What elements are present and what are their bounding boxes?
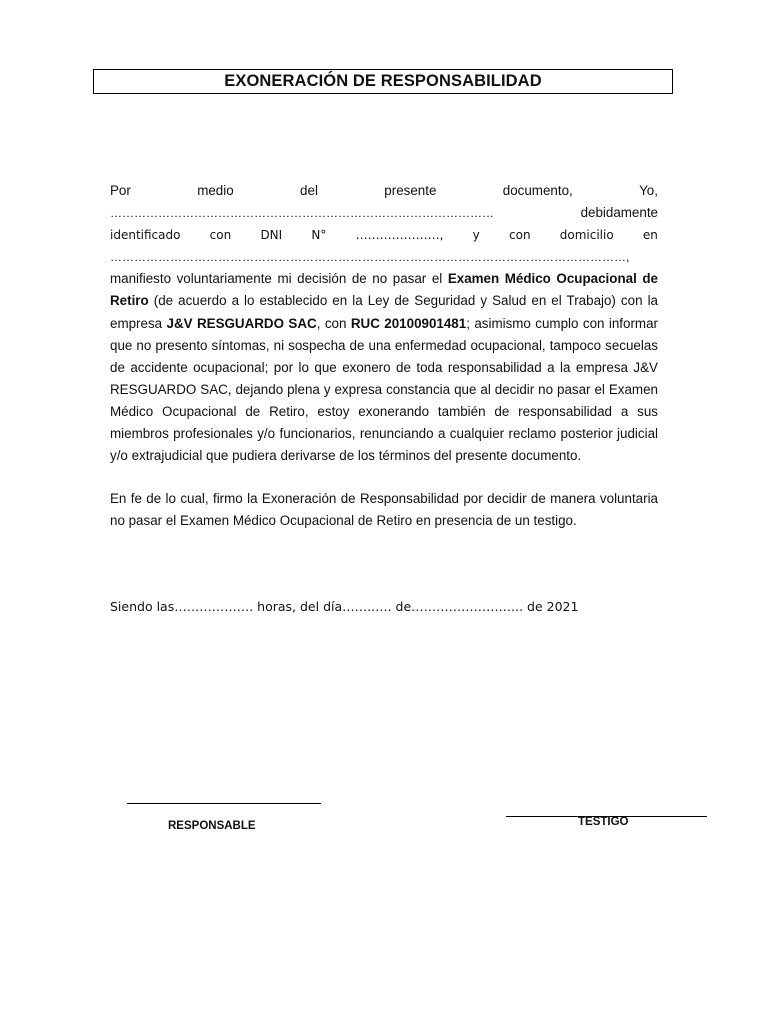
title-box [93,69,673,94]
word: con [209,228,232,243]
para-text: (de acuerdo a lo establecido en la Ley de Seguridad y Salud en el Trabajo) con la empresa [110,293,658,331]
word: con [509,228,531,243]
date-line: Siendo las………………. horas, del día……..…. de………………….….. de 2021 [110,599,579,614]
word: presente [384,183,437,198]
intro-block [110,180,658,467]
word: medio [197,183,234,198]
word: N° [311,228,327,243]
document-title: EXONERACIÓN DE RESPONSABILIDAD [224,72,542,90]
intro-line-3 [110,224,658,246]
paragraph-closing: En fe de lo cual, firmo la Exoneración de Responsabilidad por decidir de manera voluntaria no pasar el Examen Médico Ocupacional de Retiro en presencia de un testigo. [110,491,658,529]
paragraph-main [110,268,658,467]
word: debidamente [580,205,658,221]
dni-blank: …………………, [355,228,444,243]
word: DNI [260,228,283,243]
para-text: , con [316,315,351,331]
para-text: ; asimismo cumplo con informar que no presento síntomas, ni sospecha de una enfermedad ocupacional, tampoco secuelas de accidente ocupacional; por lo que exonero de toda responsabilidad a la empresa J&V RESGUARDO SAC, dejando plena y expresa constancia que al decidir no pasar el Examen Médico Ocupacional de Retiro, estoy exonerando también de responsabilidad a sus miembros profesionales y/o funcionarios, renunciando a cualquier reclamo posterior judicial y/o extrajudicial que pudiera derivarse de los términos del presente documento. [110,315,658,464]
word: en [642,228,658,243]
word: Yo, [639,183,658,198]
para-bold: RUC 20100901481 [350,315,467,331]
word: del [300,183,318,198]
responsable-label: RESPONSABLE [168,820,256,832]
word: y [472,228,480,243]
para-bold: J&V RESGUARDO SAC [166,315,317,331]
word: identificado [110,228,181,243]
word: documento, [502,183,573,198]
para-text: manifiesto voluntariamente mi decisión de no pasar el [110,271,448,287]
address-blank: …………………………………………………………………………………………………………………, [110,250,630,265]
para-bold: Examen Médico Ocupacional de Retiro [110,271,658,309]
intro-line-2 [110,202,658,224]
testigo-label: TESTIGO [578,816,629,828]
responsable-signature-line [127,803,321,804]
intro-line-1 [110,180,658,202]
word: Por [110,183,131,198]
word: domicilio [559,228,614,243]
name-blank: …………………………………………………………………………………… [110,206,494,221]
